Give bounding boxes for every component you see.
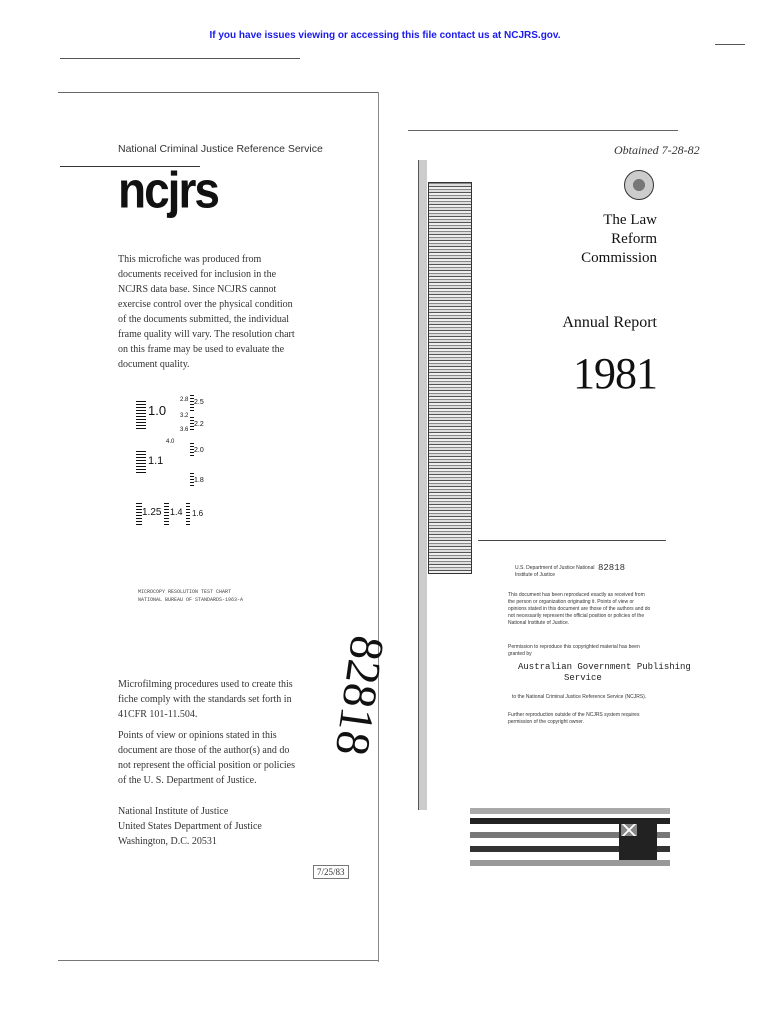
microfilming-procedures: Microfilming procedures used to create this fiche comply with the standards set forth in 41CFR 101-11.504. <box>118 679 293 720</box>
resolution-bars <box>136 401 146 429</box>
microfiche-intro: This microfiche was produced from documents received for inclusion in the NCJRS data base. Since NCJRS cannot exercise control over the physical condition of the documents submitted, the individual frame quality will vary. The resolution chart on this frame may be used to evaluate the document quality. <box>118 254 295 370</box>
res-label: 1.1 <box>148 455 164 467</box>
res-label: 1.6 <box>192 509 204 518</box>
union-jack-icon <box>621 824 637 836</box>
page-border <box>408 130 678 131</box>
res-label: 1.25 <box>142 507 162 518</box>
book-spine-edge <box>418 160 427 810</box>
grantee <box>518 662 691 684</box>
title-line: The Law <box>603 212 657 228</box>
address-line: National Institute of Justice <box>118 806 229 817</box>
res-label: 2.2 <box>194 421 204 428</box>
scan-artifact <box>715 44 745 45</box>
res-label: 2.8 <box>180 397 189 403</box>
resolution-bars <box>136 451 146 475</box>
chart-caption <box>138 588 243 604</box>
chart-caption-line: MICROCOPY RESOLUTION TEST CHART <box>138 589 232 595</box>
res-label: 1.4 <box>170 507 183 517</box>
book-spine <box>428 182 472 574</box>
resolution-bars <box>186 503 190 525</box>
scan-artifact <box>60 58 300 59</box>
reproduction-note: This document has been reproduced exactly as received from the person or organization originating it. Points of view or opinions stated in this document are those of the authors and do not necessarily represent the official position or policies of the National Institute of Justice. <box>508 592 651 626</box>
res-label: 1.0 <box>148 403 167 418</box>
ncjrs-logo: ncjrs <box>118 161 218 219</box>
title-line: Reform <box>611 231 657 247</box>
res-label: 3.2 <box>180 413 189 419</box>
res-label: 2.5 <box>194 399 204 406</box>
permission-note: Permission to reproduce this copyrighted material has been granted by <box>508 644 640 657</box>
ncjrs-contact-link[interactable]: If you have issues viewing or accessing this file contact us at NCJRS.gov. <box>209 30 561 41</box>
handwritten-date: Obtained 7-28-82 <box>614 143 700 157</box>
accession-number: 82818 <box>598 563 626 573</box>
report-title: Annual Report <box>562 314 657 331</box>
resolution-bars <box>164 503 169 525</box>
grantee-line: Service <box>564 673 602 683</box>
address-line: Washington, D.C. 20531 <box>118 836 217 847</box>
page-border <box>378 92 379 962</box>
chart-caption-line: NATIONAL BUREAU OF STANDARDS-1963-A <box>138 597 244 603</box>
res-label: 1.8 <box>194 477 204 484</box>
department-label: U.S. Department of Justice National Institute of Justice <box>515 565 595 578</box>
to-ncjrs-note: to the National Criminal Justice Reference Service (NCJRS). <box>512 694 647 700</box>
report-year: 1981 <box>573 349 657 398</box>
coat-of-arms-icon <box>624 170 654 200</box>
cover-stripe <box>470 808 670 814</box>
title-line: Commission <box>581 250 657 266</box>
page-border <box>58 92 378 93</box>
res-label: 3.6 <box>180 427 189 433</box>
address-line: United States Department of Justice <box>118 821 262 832</box>
divider <box>478 540 666 541</box>
grantee-line: Australian Government Publishing <box>518 662 691 672</box>
handwritten-accession-number: 82818 <box>324 632 395 759</box>
further-reproduction-note: Further reproduction outside of the NCJRS system requires permission of the copyright owner. <box>508 712 640 725</box>
res-label: 2.0 <box>194 447 204 454</box>
views-disclaimer: Points of view or opinions stated in this document are those of the author(s) and do not represent the official position or policies of the U. S. Department of Justice. <box>118 730 295 786</box>
nij-address <box>118 804 268 849</box>
cover-stripe <box>470 860 670 866</box>
page-border <box>58 960 378 961</box>
date-stamp: 7/25/83 <box>313 865 349 879</box>
service-name: National Criminal Justice Reference Service <box>118 143 323 155</box>
resolution-test-chart <box>136 395 216 535</box>
res-label: 4.0 <box>166 439 175 445</box>
